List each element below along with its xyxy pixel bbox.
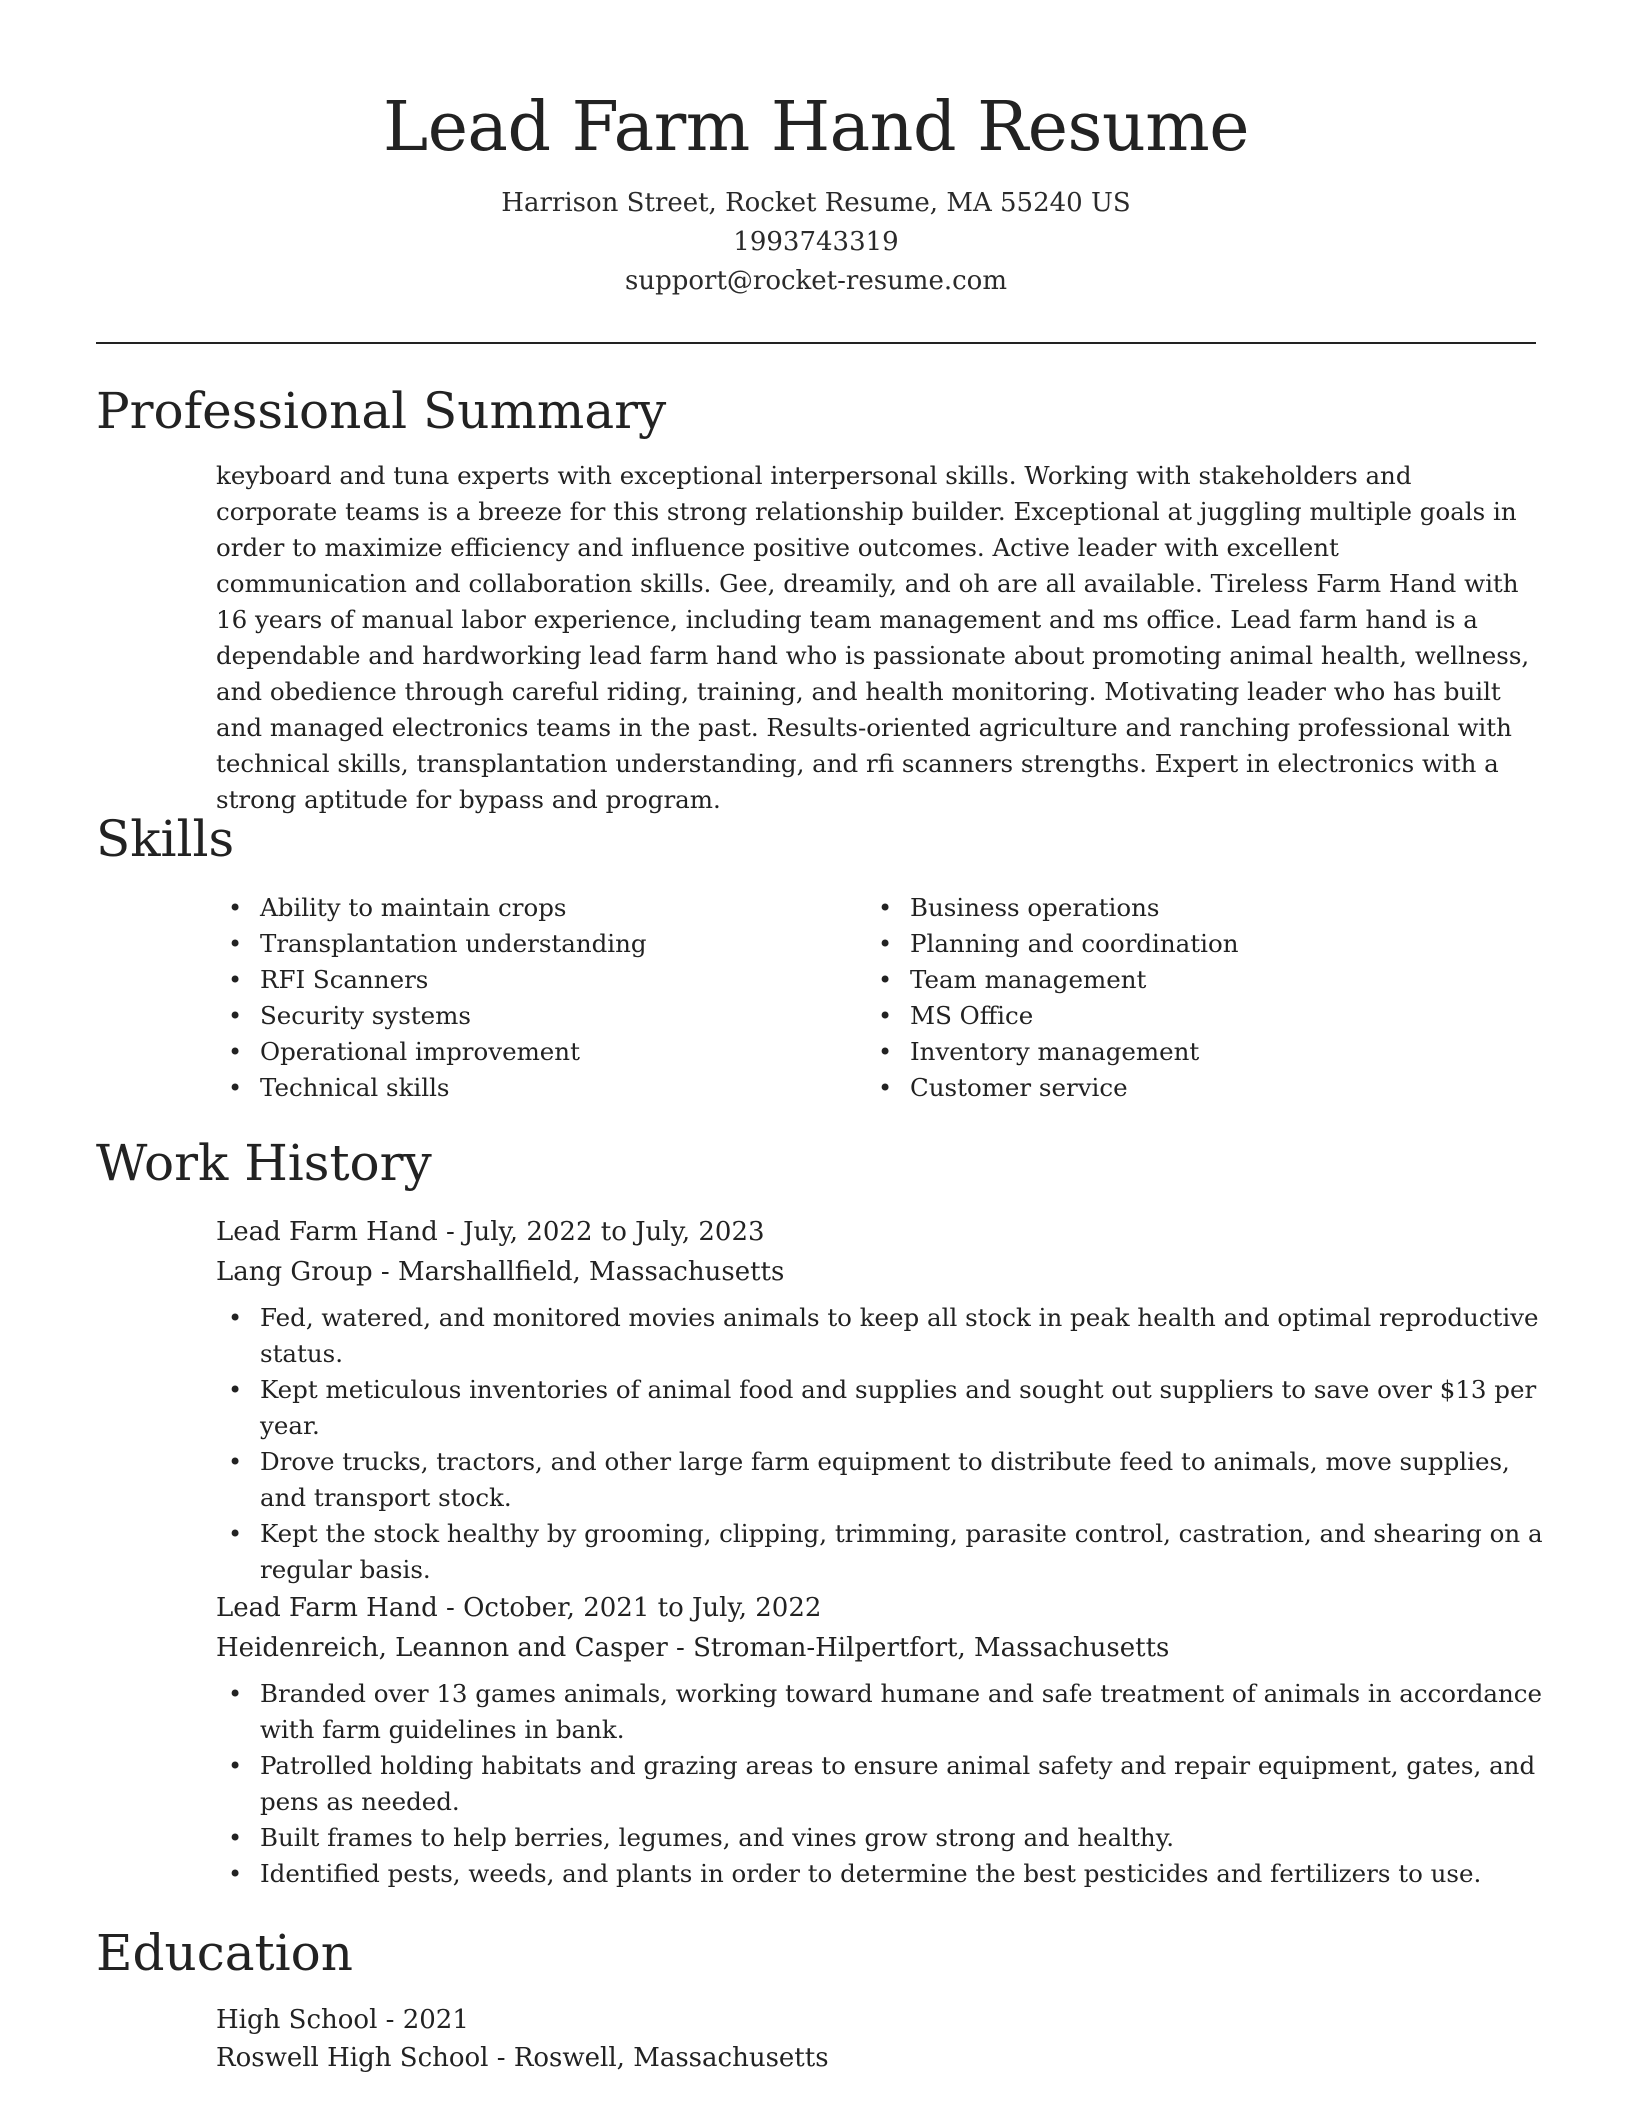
education-location: Roswell, Massachusetts [513, 2043, 829, 2073]
skills-list-right [866, 890, 1486, 1106]
education-degree-line [216, 2000, 469, 2040]
work-heading: Work History [96, 1134, 432, 1192]
skills-list-left [216, 890, 836, 1106]
skill-item: • Planning and coordination [866, 926, 1486, 962]
job-location: Stroman-Hilpertfort, Massachusetts [693, 1633, 1170, 1663]
summary-heading: Professional Summary [96, 382, 667, 440]
job-location: Marshallfield, Massachusetts [398, 1257, 785, 1287]
job-company-line [216, 1628, 1169, 1668]
skill-item: • MS Office [866, 998, 1486, 1034]
education-school: Roswell High School [216, 2043, 489, 2073]
header-divider [96, 342, 1536, 344]
summary-text: keyboard and tuna experts with exceptional interpersonal skills. Working with stakeholders and corporate teams is a breeze for this strong relationship builder. Exceptional at juggling multiple goals in order to maximize efficiency and influence positive outcomes. Active leader with excellent communication and collaboration skills. Gee, dreamily, and oh are all available. Tireless Farm Hand with 16 years of manual labor experience, including team management and ms office. Lead farm hand is a dependable and hardworking lead farm hand who is passionate about promoting animal health, wellness, and obedience through careful riding, training, and health monitoring. Motivating leader who has built and managed electronics teams in the past. Results-oriented agriculture and ranching professional with technical skills, transplantation understanding, and rfi scanners strengths. Expert in electronics with a strong aptitude for bypass and program. [216, 461, 1530, 814]
separator: - [437, 1217, 464, 1247]
job-dates: July, 2022 to July, 2023 [463, 1217, 765, 1247]
job-company-line [216, 1252, 784, 1292]
education-year: 2021 [402, 2005, 469, 2035]
job-duty: • Kept the stock healthy by grooming, clipping, trimming, parasite control, castration, and shearing on a regular basis. [216, 1516, 1546, 1588]
job-duties-list [216, 1300, 1546, 1588]
separator: - [488, 2043, 514, 2073]
skill-item: • Team management [866, 962, 1486, 998]
job-title-line [216, 1212, 765, 1252]
separator: - [667, 1633, 694, 1663]
job-duty: • Patrolled holding habitats and grazing areas to ensure animal safety and repair equipment, gates, and pens as needed. [216, 1748, 1546, 1820]
job-company: Heidenreich, Leannon and Casper [216, 1633, 668, 1663]
skill-item: • Technical skills [216, 1070, 836, 1106]
skill-item: • Operational improvement [216, 1034, 836, 1070]
skills-heading: Skills [96, 810, 235, 868]
skill-item: • Transplantation understanding [216, 926, 836, 962]
job-duty: • Branded over 13 games animals, working toward humane and safe treatment of animals in accordance with farm guidelines in bank. [216, 1676, 1546, 1748]
job-title: Lead Farm Hand [216, 1593, 438, 1623]
skill-item: • Ability to maintain crops [216, 890, 836, 926]
skill-item: • Inventory management [866, 1034, 1486, 1070]
job-duty: • Kept meticulous inventories of animal food and supplies and sought out suppliers to save over $13 per year. [216, 1372, 1546, 1444]
separator: - [377, 2005, 403, 2035]
skill-item: • Security systems [216, 998, 836, 1034]
resume-title: Lead Farm Hand Resume [383, 88, 1249, 167]
job-duty: • Built frames to help berries, legumes, and vines grow strong and healthy. [216, 1820, 1546, 1856]
contact-address: Harrison Street, Rocket Resume, MA 55240 US [501, 188, 1131, 218]
job-title: Lead Farm Hand [216, 1217, 438, 1247]
skill-item: • Customer service [866, 1070, 1486, 1106]
education-heading: Education [96, 1924, 353, 1982]
contact-email: support@rocket-resume.com [624, 266, 1007, 296]
separator: - [437, 1593, 464, 1623]
job-title-line [216, 1588, 821, 1628]
contact-info [0, 184, 1632, 301]
skill-item: • Business operations [866, 890, 1486, 926]
job-duty: • Identified pests, weeds, and plants in order to determine the best pesticides and fertilizers to use. [216, 1856, 1546, 1892]
job-dates: October, 2021 to July, 2022 [463, 1593, 822, 1623]
job-company: Lang Group [216, 1257, 373, 1287]
job-duty: • Fed, watered, and monitored movies animals to keep all stock in peak health and optimal reproductive status. [216, 1300, 1546, 1372]
education-school-line [216, 2038, 829, 2078]
separator: - [372, 1257, 398, 1287]
resume-header [0, 0, 1632, 301]
job-duty: • Drove trucks, tractors, and other large farm equipment to distribute feed to animals, move supplies, and transport stock. [216, 1444, 1546, 1516]
job-duties-list [216, 1676, 1546, 1892]
skill-item: • RFI Scanners [216, 962, 836, 998]
education-degree: High School [216, 2005, 378, 2035]
contact-phone: 1993743319 [733, 227, 899, 257]
